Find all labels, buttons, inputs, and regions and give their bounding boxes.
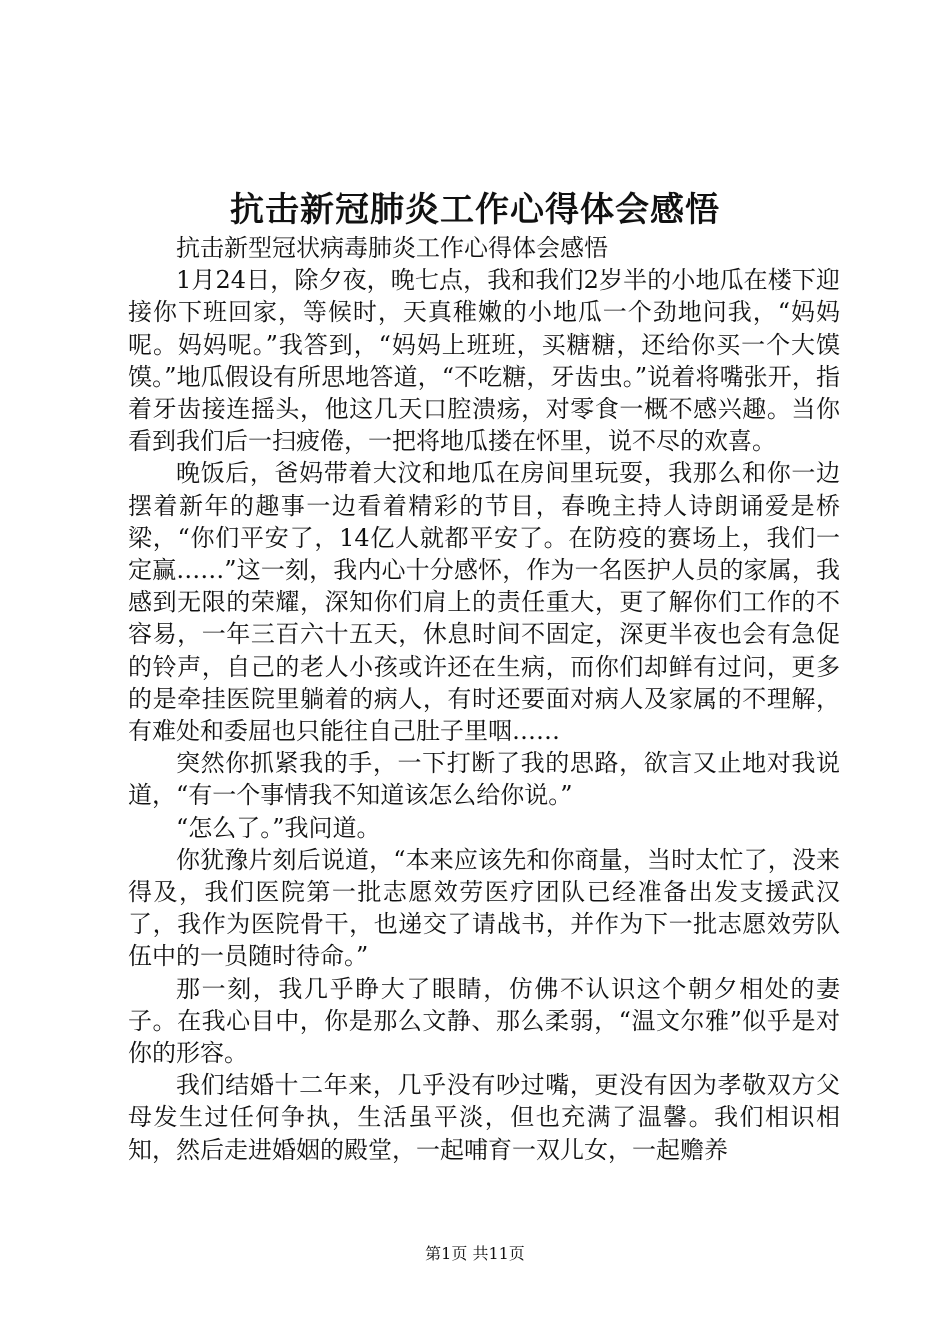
paragraph-6: 那一刻，我几乎睁大了眼睛，仿佛不认识这个朝夕相处的妻子。在我心目中，你是那么文静、那么柔弱，“温文尔雅”似乎是对你的形容。 bbox=[128, 974, 840, 1068]
paragraph-1: 1月24日，除夕夜，晚七点，我和我们2岁半的小地瓜在楼下迎接你下班回家，等候时，天真稚嫩的小地瓜一个劲地问我，“妈妈呢。妈妈呢。”我答到，“妈妈上班班，买糖糖，还给你买一个大馍馍。”地瓜假设有所思地答道，“不吃糖，牙齿虫。”说着将嘴张开，指着牙齿接连摇头，他这几天口腔溃疡，对零食一概不感兴趣。当你看到我们后一扫疲倦，一把将地瓜搂在怀里，说不尽的欢喜。 bbox=[128, 266, 840, 456]
paragraph-3: 突然你抓紧我的手，一下打断了我的思路，欲言又止地对我说道，“有一个事情我不知道该怎么给你说。” bbox=[128, 749, 840, 810]
subtitle-paragraph: 抗击新型冠状病毒肺炎工作心得体会感悟 bbox=[176, 234, 608, 262]
paragraph-7: 我们结婚十二年来，几乎没有吵过嘴，更没有因为孝敬双方父母发生过任何争执，生活虽平淡，但也充满了温馨。我们相识相知，然后走进婚姻的殿堂，一起哺育一双儿女，一起赡养 bbox=[128, 1071, 840, 1164]
document-body bbox=[128, 232, 840, 1166]
paragraph-2: 晚饭后，爸妈带着大汶和地瓜在房间里玩耍，我那么和你一边摆着新年的趣事一边看着精彩的节目，春晚主持人诗朗诵爱是桥梁，“你们平安了，14亿人就都平安了。在防疫的赛场上，我们一定赢……”这一刻，我内心十分感怀，作为一名医护人员的家属，我感到无限的荣耀，深知你们肩上的责任重大，更了解你们工作的不容易，一年三百六十五天，休息时间不固定，深更半夜也会有急促的铃声，自己的老人小孩或许还在生病，而你们却鲜有过问，更多的是牵挂医院里躺着的病人，有时还要面对病人及家属的不理解，有难处和委屈也只能往自己肚子里咽…… bbox=[128, 459, 840, 746]
document-title: 抗击新冠肺炎工作心得体会感悟 bbox=[230, 190, 720, 230]
paragraph-4: “怎么了。”我问道。 bbox=[176, 813, 381, 842]
paragraph-5: 你犹豫片刻后说道，“本来应该先和你商量，当时太忙了，没来得及，我们医院第一批志愿效劳医疗团队已经准备出发支援武汉了，我作为医院骨干，也递交了请战书，并作为下一批志愿效劳队伍中的一员随时待命。” bbox=[128, 845, 840, 971]
page-number-footer: 第1页 共11页 bbox=[425, 1244, 525, 1263]
